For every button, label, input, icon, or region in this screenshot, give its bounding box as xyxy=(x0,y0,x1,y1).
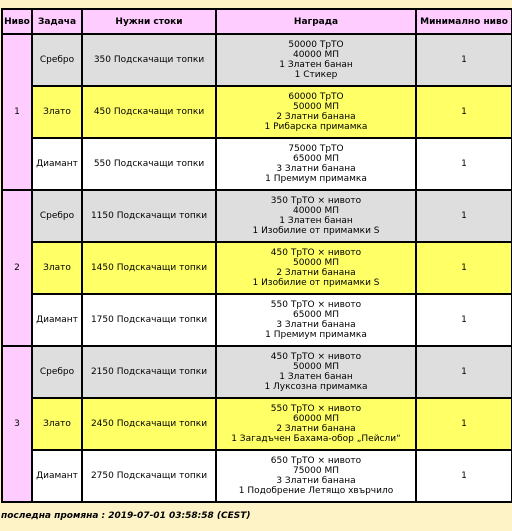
min-level-cell: 1 xyxy=(416,190,512,242)
reward-line: 3 Златни банана xyxy=(276,476,356,486)
min-level-cell: 1 xyxy=(416,398,512,450)
goods-cell: 550 Подскачащи топки xyxy=(82,138,216,190)
header-row xyxy=(2,9,512,34)
quest-table-body xyxy=(2,34,512,502)
reward-line: 1 Изобилие от примамки S xyxy=(252,226,380,236)
level-cell: 3 xyxy=(2,346,32,502)
min-level-cell: 1 xyxy=(416,242,512,294)
task-cell: Злато xyxy=(32,242,82,294)
goods-cell: 350 Подскачащи топки xyxy=(82,34,216,86)
reward-line: 2 Златни банана xyxy=(276,424,356,434)
header-min-level: Минимално ниво xyxy=(416,9,512,34)
reward-line: 650 ТрТО × нивото xyxy=(270,456,362,466)
min-level-cell: 1 xyxy=(416,294,512,346)
task-cell: Сребро xyxy=(32,190,82,242)
reward-line: 40000 МП xyxy=(292,50,340,60)
task-cell: Диамант xyxy=(32,450,82,502)
goods-cell: 2750 Подскачащи топки xyxy=(82,450,216,502)
table-row xyxy=(2,242,512,294)
reward-line: 450 ТрТО × нивото xyxy=(270,248,362,258)
min-level-cell: 1 xyxy=(416,138,512,190)
table-row xyxy=(2,138,512,190)
table-row xyxy=(2,294,512,346)
reward-line: 3 Златни банана xyxy=(276,164,356,174)
reward-line: 1 Златен банан xyxy=(279,216,353,226)
level-cell: 2 xyxy=(2,190,32,346)
reward-cell xyxy=(216,86,416,138)
reward-line: 2 Златни банана xyxy=(276,268,356,278)
reward-line: 60000 МП xyxy=(292,414,340,424)
reward-cell xyxy=(216,190,416,242)
reward-line: 75000 МП xyxy=(292,466,340,476)
table-row xyxy=(2,450,512,502)
reward-line: 1 Златен банан xyxy=(279,372,353,382)
reward-cell xyxy=(216,398,416,450)
reward-line: 2 Златни банана xyxy=(276,112,356,122)
reward-line: 1 Златен банан xyxy=(279,60,353,70)
goods-cell: 1750 Подскачащи топки xyxy=(82,294,216,346)
reward-line: 350 ТрТО × нивото xyxy=(270,196,362,206)
reward-line: 75000 ТрТО xyxy=(288,144,344,154)
goods-cell: 2150 Подскачащи топки xyxy=(82,346,216,398)
reward-line: 1 Премиум примамка xyxy=(265,330,367,340)
min-level-cell: 1 xyxy=(416,346,512,398)
goods-cell: 1150 Подскачащи топки xyxy=(82,190,216,242)
table-row xyxy=(2,86,512,138)
reward-line: 65000 МП xyxy=(292,154,340,164)
reward-line: 1 Премиум примамка xyxy=(265,174,367,184)
reward-line: 50000 ТрТО xyxy=(288,40,344,50)
table-row xyxy=(2,190,512,242)
header-task: Задача xyxy=(32,9,82,34)
goods-cell: 1450 Подскачащи топки xyxy=(82,242,216,294)
quest-table xyxy=(1,8,512,503)
min-level-cell: 1 xyxy=(416,34,512,86)
reward-cell xyxy=(216,242,416,294)
reward-cell xyxy=(216,34,416,86)
task-cell: Злато xyxy=(32,398,82,450)
reward-line: 40000 МП xyxy=(292,206,340,216)
task-cell: Злато xyxy=(32,86,82,138)
reward-line: 1 Подобрение Летящо хвърчило xyxy=(238,486,394,496)
task-cell: Сребро xyxy=(32,34,82,86)
goods-cell: 450 Подскачащи топки xyxy=(82,86,216,138)
reward-line: 50000 МП xyxy=(292,362,340,372)
reward-line: 65000 МП xyxy=(292,310,340,320)
reward-line: 1 Загадъчен Бахама-обор „Пейсли“ xyxy=(231,434,401,444)
reward-line: 3 Златни банана xyxy=(276,320,356,330)
header-level: Ниво xyxy=(2,9,32,34)
task-cell: Диамант xyxy=(32,138,82,190)
header-goods: Нужни стоки xyxy=(82,9,216,34)
last-modified: последна промяна : 2019-07-01 03:58:58 (CEST) xyxy=(1,511,251,521)
table-row xyxy=(2,34,512,86)
reward-line: 50000 МП xyxy=(292,102,340,112)
reward-line: 60000 ТрТО xyxy=(288,92,344,102)
min-level-cell: 1 xyxy=(416,86,512,138)
min-level-cell: 1 xyxy=(416,450,512,502)
reward-line: 450 ТрТО × нивото xyxy=(270,352,362,362)
reward-line: 50000 МП xyxy=(292,258,340,268)
header-reward: Награда xyxy=(216,9,416,34)
task-cell: Диамант xyxy=(32,294,82,346)
reward-cell xyxy=(216,346,416,398)
goods-cell: 2450 Подскачащи топки xyxy=(82,398,216,450)
task-cell: Сребро xyxy=(32,346,82,398)
reward-cell xyxy=(216,450,416,502)
reward-cell xyxy=(216,138,416,190)
reward-cell xyxy=(216,294,416,346)
level-cell: 1 xyxy=(2,34,32,190)
reward-line: 550 ТрТО × нивото xyxy=(270,404,362,414)
reward-line: 1 Луксозна примамка xyxy=(264,382,368,392)
reward-line: 1 Изобилие от примамки S xyxy=(252,278,380,288)
table-row xyxy=(2,398,512,450)
reward-line: 550 ТрТО × нивото xyxy=(270,300,362,310)
reward-line: 1 Рибарска примамка xyxy=(264,122,368,132)
table-row xyxy=(2,346,512,398)
reward-line: 1 Стикер xyxy=(294,70,338,80)
